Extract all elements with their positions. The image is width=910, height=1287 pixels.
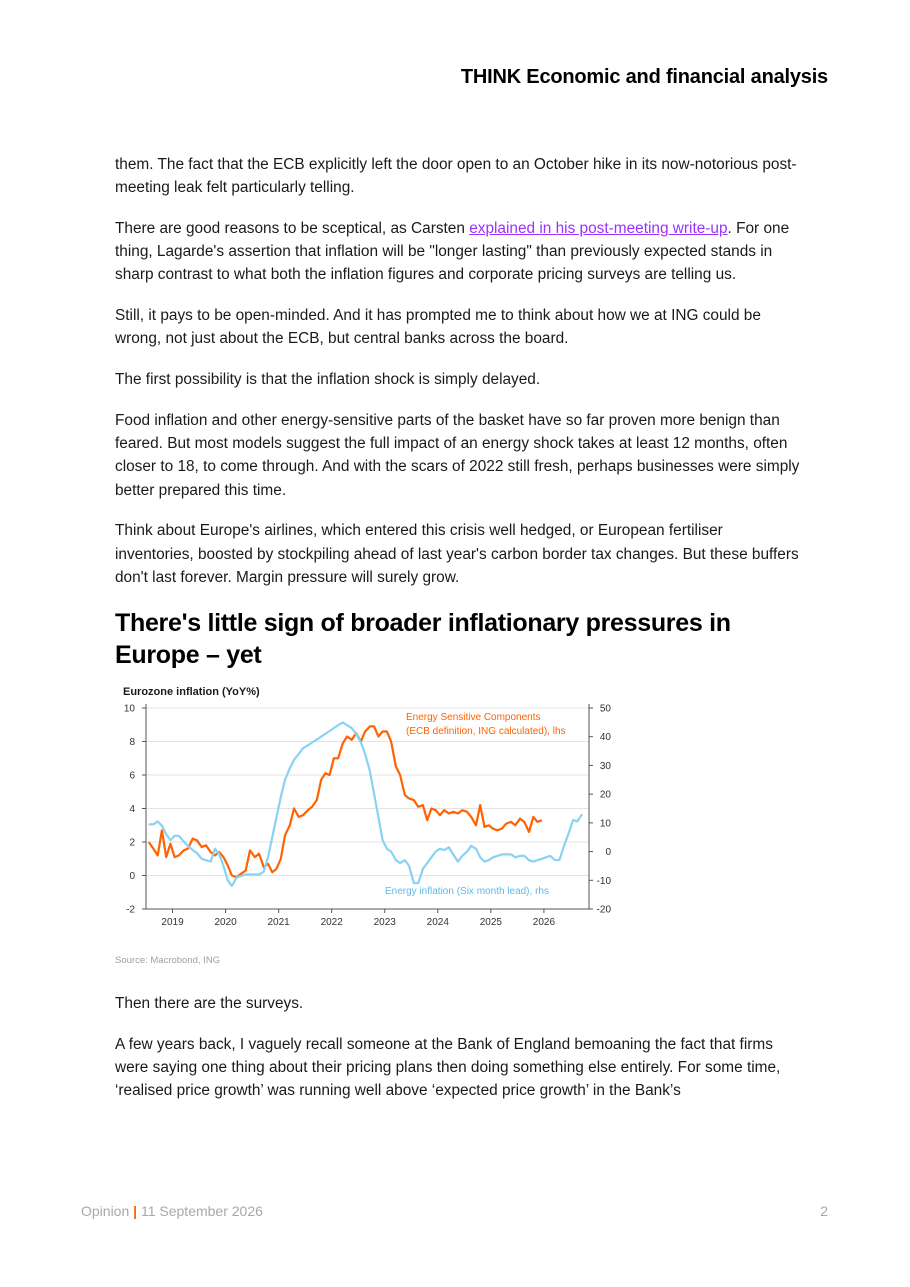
- chart-title: Eurozone inflation (YoY%): [123, 686, 260, 699]
- y-tick-label-left: 8: [129, 737, 135, 749]
- report-title: THINK Economic and financial analysis: [460, 66, 828, 88]
- y-tick-label-left: 4: [129, 804, 135, 816]
- post-meeting-write-up-link[interactable]: explained in his post-meeting write-up: [469, 220, 728, 237]
- y-tick-label-right: -20: [596, 904, 611, 916]
- page-number: 2: [820, 1203, 828, 1219]
- paragraph: [115, 217, 800, 287]
- series-label-energy-sensitive: Energy Sensitive Components: [406, 712, 541, 724]
- series-label-energy-sensitive: (ECB definition, ING calculated), lhs: [406, 726, 566, 738]
- footer-separator: |: [133, 1203, 138, 1219]
- paragraph: Then there are the surveys.: [115, 995, 304, 1013]
- y-tick-label-left: 0: [129, 871, 135, 883]
- series-label-energy-inflation: Energy inflation (Six month lead), rhs: [385, 886, 549, 898]
- y-tick-label-left: 6: [129, 770, 135, 782]
- y-tick-label-right: -10: [596, 875, 611, 887]
- article-body: [115, 153, 800, 1120]
- y-tick-label-right: 0: [605, 847, 611, 859]
- x-tick-label: 2025: [479, 917, 502, 929]
- energy-sensitive-components-line: [149, 726, 542, 877]
- y-tick-label-left: 2: [129, 837, 135, 849]
- y-tick-label-right: 40: [599, 732, 611, 744]
- footer-date: 11 September 2026: [140, 1203, 263, 1219]
- paragraph: Think about Europe's airlines, which entered this crisis well hedged, or European fertiliser inventories, boosted by stockpiling ahead of last year's carbon border tax changes. But these buffers don't last forever. Margin pressure will surely grow.: [115, 522, 799, 586]
- x-tick-label: 2020: [214, 917, 237, 929]
- x-tick-label: 2023: [373, 917, 396, 929]
- paragraph-text: There are good reasons to be sceptical, as Carsten: [115, 220, 470, 237]
- paragraph: A few years back, I vaguely recall someone at the Bank of England bemoaning the fact that firms were saying one thing about their pricing plans then doing something else entirely. For some time, ‘realised price growth’ was running well above ‘expected price growth’ in the Bank’s: [115, 1035, 781, 1100]
- x-tick-label: 2024: [426, 917, 449, 929]
- paragraph: Food inflation and other energy-sensitive parts of the basket have so far proven more benign than feared. But most models suggest the full impact of an energy shock takes at least 12 months, often closer to 18, to come through. And with the scars of 2022 still fresh, perhaps businesses were simply better prepared this time.: [115, 412, 800, 499]
- x-tick-label: 2022: [320, 917, 343, 929]
- paragraph-text: . For one thing, Lagarde's assertion that inflation will be "longer lasting" than previously expected stands in sharp contrast to what both the inflation figures and corporate pricing surveys are telling us.: [115, 220, 790, 284]
- inflation-chart-svg: [115, 683, 635, 945]
- paragraph: The first possibility is that the inflation shock is simply delayed.: [115, 371, 541, 389]
- y-tick-label-right: 50: [599, 703, 611, 715]
- paragraph: Still, it pays to be open-minded. And it has prompted me to think about how we at ING could be wrong, not just about the ECB, but central banks across the board.: [115, 307, 761, 348]
- y-tick-label-left: -2: [126, 904, 135, 916]
- footer-meta: [81, 1203, 263, 1219]
- y-tick-label-right: 30: [599, 760, 611, 772]
- energy-inflation-line: [149, 722, 582, 886]
- chart-heading: There's little sign of broader inflationary pressures in Europe – yet: [115, 609, 731, 670]
- inflation-chart: [115, 683, 635, 945]
- footer-section: Opinion: [81, 1203, 130, 1219]
- y-tick-label-left: 10: [123, 703, 135, 715]
- x-tick-label: 2021: [267, 917, 290, 929]
- paragraph: them. The fact that the ECB explicitly left the door open to an October hike in its now-notorious post-meeting leak felt particularly telling.: [115, 156, 797, 197]
- y-tick-label-right: 10: [599, 818, 611, 830]
- chart-source: Source: Macrobond, ING: [115, 955, 221, 967]
- x-tick-label: 2019: [161, 917, 184, 929]
- x-tick-label: 2026: [532, 917, 556, 929]
- y-tick-label-right: 20: [599, 789, 611, 801]
